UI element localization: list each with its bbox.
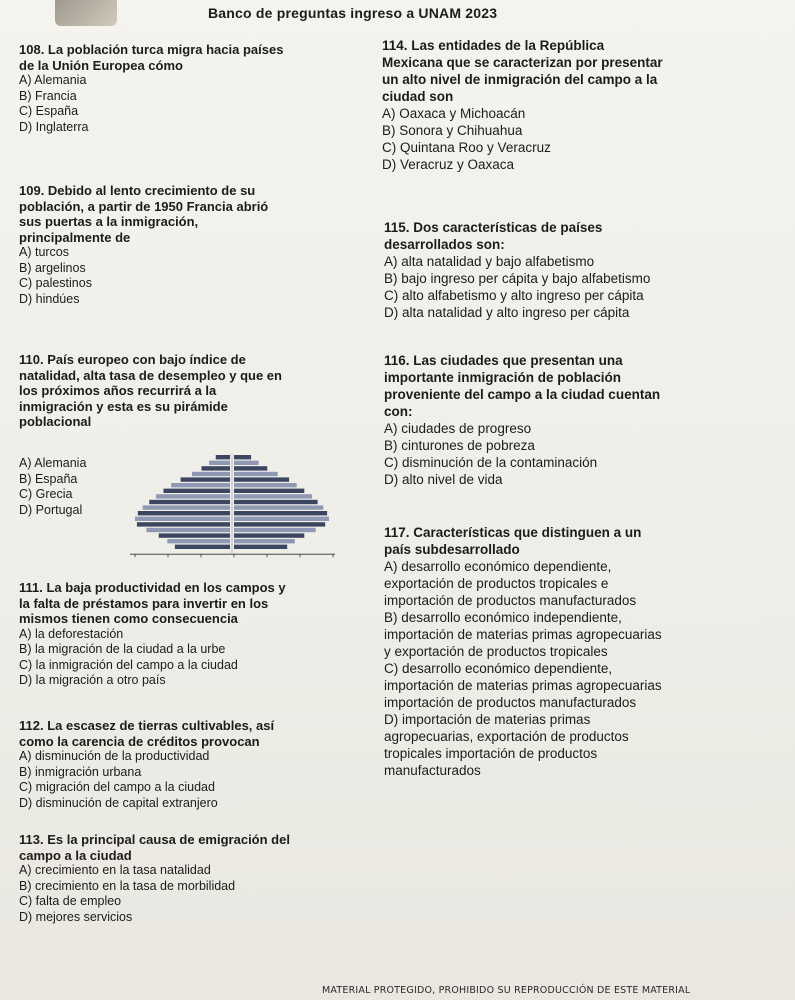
q117-option-d-cont: tropicales importación de productos [384, 746, 598, 761]
population-pyramid-image [120, 447, 370, 572]
q109-option-b[interactable]: B) argelinos [19, 260, 86, 275]
q114-option-d[interactable]: D) Veracruz y Oaxaca [382, 157, 515, 172]
pyramid-bar-left [143, 505, 230, 509]
q112-option-b[interactable]: B) inmigración urbana [19, 764, 142, 779]
q115-stem-line: 115. Dos características de países [384, 220, 603, 235]
q108-option-a[interactable]: A) Alemania [19, 73, 87, 87]
question-116 [384, 352, 660, 488]
pyramid-bar-left [181, 477, 230, 481]
q113-stem-line: 113. Es la principal causa de emigración del [19, 832, 290, 847]
pyramid-bar-left [192, 472, 230, 476]
q109-option-a[interactable]: A) turcos [19, 245, 70, 259]
pyramid-bar-right [234, 494, 312, 498]
q116-stem-line: proveniente del campo a la ciudad cuentan [384, 387, 661, 402]
q117-option-a-cont: exportación de productos tropicales e [384, 576, 609, 591]
pyramid-bar-left [171, 483, 230, 487]
pyramid-bar-right [234, 528, 316, 532]
q114-option-b[interactable]: B) Sonora y Chihuahua [382, 123, 523, 138]
q112-stem-line: 112. La escasez de tierras cultivables, así [19, 718, 275, 733]
q113-option-b[interactable]: B) crecimiento en la tasa de morbilidad [19, 878, 236, 893]
pyramid-bar-left [138, 511, 230, 515]
pyramid-bar-left [216, 455, 230, 459]
q110-option-d[interactable]: D) Portugal [19, 502, 83, 517]
pyramid-bar-left [137, 522, 230, 526]
q113-stem-line: campo a la ciudad [19, 847, 132, 863]
pyramid-bar-right [234, 522, 325, 526]
pyramid-bar-right [234, 539, 295, 543]
q117-option-a[interactable]: A) desarrollo económico dependiente, [384, 559, 612, 574]
q109-stem-line: sus puertas a la inmigración, [19, 214, 199, 229]
q110-stem-line: poblacional [19, 414, 92, 429]
pyramid-bar-right [234, 511, 327, 515]
q109-stem-line: 109. Debido al lento crecimiento de su [19, 183, 256, 198]
q113-option-d[interactable]: D) mejores servicios [19, 909, 133, 924]
q117-option-b-cont: y exportación de productos tropicales [384, 644, 608, 659]
question-117 [384, 524, 662, 779]
q108-option-b[interactable]: B) Francia [19, 88, 77, 103]
question-110-options [19, 456, 86, 518]
q108-option-c[interactable]: C) España [19, 104, 79, 118]
q111-option-b[interactable]: B) la migración de la ciudad a la urbe [19, 642, 226, 656]
question-114 [382, 37, 663, 173]
q114-option-a[interactable]: A) Oaxaca y Michoacán [382, 106, 526, 121]
q110-stem-line: natalidad, alta tasa de desempleo y que en [19, 367, 282, 383]
pyramid-bar-left [202, 466, 231, 470]
q111-option-d[interactable]: D) la migración a otro país [19, 673, 166, 687]
pyramid-bar-right [234, 545, 287, 549]
q113-option-c[interactable]: C) falta de empleo [19, 894, 122, 908]
q115-option-a[interactable]: A) alta natalidad y bajo alfabetismo [384, 254, 595, 269]
q111-stem-line: la falta de préstamos para invertir en los [19, 595, 269, 611]
question-111 [19, 580, 286, 689]
q110-stem-line: 110. País europeo con bajo índice de [19, 352, 246, 367]
q114-option-c[interactable]: C) Quintana Roo y Veracruz [382, 140, 551, 155]
q116-stem-line: 116. Las ciudades que presentan una [384, 353, 623, 368]
q116-option-a[interactable]: A) ciudades de progreso [384, 421, 532, 436]
pyramid-bar-right [234, 489, 304, 493]
pyramid-bar-left [156, 494, 230, 498]
q117-stem-line: 117. Características que distinguen a un [384, 525, 642, 540]
q110-option-c[interactable]: C) Grecia [19, 487, 73, 501]
q112-option-c[interactable]: C) migración del campo a la ciudad [19, 780, 215, 794]
q114-stem-line: ciudad son [382, 89, 454, 104]
q108-option-d[interactable]: D) Inglaterra [19, 119, 89, 134]
q117-option-b-cont: importación de materias primas agropecuarias [384, 627, 662, 642]
question-115 [384, 219, 650, 321]
question-110 [19, 352, 282, 430]
question-112 [19, 718, 274, 811]
pyramid-bar-right [234, 461, 259, 465]
pyramid-bar-right [234, 483, 297, 487]
q116-option-d[interactable]: D) alto nivel de vida [384, 472, 503, 487]
question-108 [19, 42, 283, 135]
q117-option-c-cont: importación de productos manufacturados [384, 695, 637, 710]
question-113 [19, 832, 290, 925]
q117-option-d-cont: manufacturados [384, 763, 481, 778]
q112-option-a[interactable]: A) disminución de la productividad [19, 749, 210, 763]
pyramid-bar-left [135, 517, 230, 521]
pyramid-bar-left [146, 528, 230, 532]
question-109 [19, 183, 268, 307]
pyramid-bar-right [234, 466, 267, 470]
q109-stem-line: población, a partir de 1950 Francia abrió [19, 198, 269, 214]
pyramid-bar-right [234, 455, 251, 459]
q110-option-a[interactable]: A) Alemania [19, 456, 87, 470]
q114-stem-line: un alto nivel de inmigración del campo a la [382, 72, 658, 87]
q117-option-a-cont: importación de productos manufacturados [384, 593, 637, 608]
copyright-notice: MATERIAL PROTEGIDO, PROHIBIDO SU REPRODUCCIÓN DE ESTE MATERIAL [322, 985, 691, 996]
q117-option-c[interactable]: C) desarrollo económico dependiente, [384, 661, 613, 676]
q115-option-b[interactable]: B) bajo ingreso per cápita y bajo alfabetismo [384, 271, 651, 286]
q115-stem-line: desarrollados son: [384, 237, 505, 252]
q114-stem-line: 114. Las entidades de la República [382, 38, 605, 53]
pyramid-bar-left [164, 489, 231, 493]
pyramid-bar-left [209, 461, 230, 465]
q110-stem-line: inmigración y esta es su pirámide [19, 398, 228, 414]
q115-option-d[interactable]: D) alta natalidad y alto ingreso per cápita [384, 305, 630, 320]
q109-option-c[interactable]: C) palestinos [19, 276, 92, 290]
pyramid-bar-right [234, 533, 304, 537]
q111-stem-line: mismos tienen como consecuencia [19, 611, 238, 626]
unam-logo [55, 0, 117, 26]
q113-option-a[interactable]: A) crecimiento en la tasa natalidad [19, 863, 211, 877]
q109-option-d[interactable]: D) hindúes [19, 291, 80, 306]
pyramid-bar-left [167, 539, 230, 543]
q116-option-b[interactable]: B) cinturones de pobreza [384, 438, 535, 453]
q117-option-b[interactable]: B) desarrollo económico independiente, [384, 610, 622, 625]
page-title: Banco de preguntas ingreso a UNAM 2023 [208, 5, 498, 21]
q116-stem-line: con: [384, 404, 413, 419]
q111-stem-line: 111. La baja productividad en los campos y [19, 580, 286, 595]
q109-stem-line: principalmente de [19, 229, 131, 245]
q111-option-a[interactable]: A) la deforestación [19, 626, 124, 641]
q117-stem-line: país subdesarrollado [384, 542, 520, 557]
q116-option-c[interactable]: C) disminución de la contaminación [384, 455, 598, 470]
pyramid-bar-right [234, 477, 289, 481]
pyramid-bar-left [159, 533, 230, 537]
pyramid-bar-right [234, 517, 329, 521]
q116-stem-line: importante inmigración de población [384, 370, 622, 385]
pyramid-bar-right [234, 472, 278, 476]
pyramid-bar-right [234, 505, 323, 509]
pyramid-bar-left [175, 545, 230, 549]
q108-stem-line: 108. La población turca migra hacia países [19, 42, 284, 57]
pyramid-bar-left [149, 500, 230, 504]
q115-option-c[interactable]: C) alto alfabetismo y alto ingreso per cápita [384, 288, 644, 303]
q110-option-b[interactable]: B) España [19, 471, 78, 486]
q117-option-c-cont: importación de materias primas agropecuarias [384, 678, 662, 693]
q110-stem-line: los próximos años recurrirá a la [19, 383, 217, 398]
q117-option-d[interactable]: D) importación de materias primas [384, 712, 591, 727]
q112-stem-line: como la carencia de créditos provocan [19, 733, 260, 749]
q111-option-c[interactable]: C) la inmigración del campo a la ciudad [19, 657, 238, 672]
q117-option-d-cont: agropecuarias, exportación de productos [384, 729, 629, 744]
q114-stem-line: Mexicana que se caracterizan por presentar [382, 55, 663, 70]
pyramid-bar-right [234, 500, 318, 504]
q108-stem-line: de la Unión Europea cómo [19, 57, 183, 73]
q112-option-d[interactable]: D) disminución de capital extranjero [19, 795, 218, 810]
